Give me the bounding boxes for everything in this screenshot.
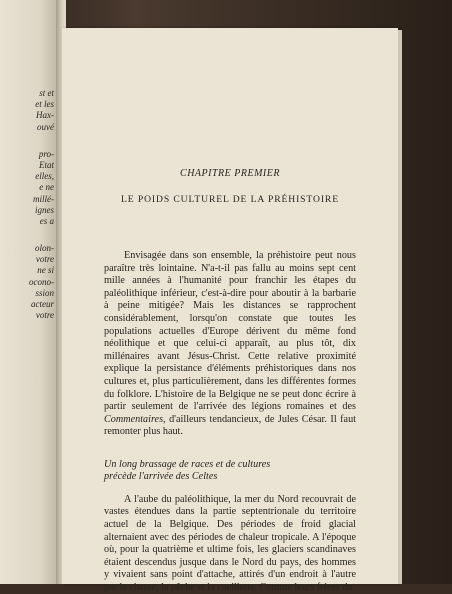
left-page [0,0,58,584]
left-line: elles, [35,171,54,182]
left-line: olon- [35,243,54,254]
left-line: votre [35,310,54,321]
left-line: e ne [39,182,54,193]
left-line: Etat [39,159,54,170]
left-line: st et [39,88,54,98]
left-line: millé- [33,193,54,204]
left-line: ouvé [37,121,54,132]
left-page-text [8,88,54,321]
paragraph-paleolithic: A l'aube du paléolithique, la mer du Nord recouvrait de vastes étendues dans la partie septentrionale du territoire actuel de la Belgique. Des périodes de froid glacial alternaient avec des périodes de chaleur tropicale. A l'époque où, pour la quatrième et ultime fois, les glaciers scandinaves étaient descendus jusque dans le Nord du pays, des hommes y vivaient sans point d'attache, attirés d'un endroit à l'autre par la chasse, la pêche et la cueillette. Comme leurs frères du [104,493,356,593]
subheading-line-1: Un long brassage de races et de cultures [104,458,271,470]
chapter-title: LE POIDS CULTUREL DE LA PRÉHISTOIRE [121,194,339,205]
left-line: ignes [35,204,54,215]
left-line: Hax- [36,110,54,121]
subheading-line-2: précède l'arrivée des Celtes [104,471,218,483]
left-line: ssion [35,287,54,298]
italic-commentaires: Commentaires [104,413,164,425]
page-content [104,168,356,594]
left-line: pro- [38,148,54,159]
section-subheading [104,459,356,484]
paragraph-intro-end: , d'ailleurs tendancieux, de Jules César. Il faut remonter plus haut. [104,413,356,438]
paragraph-intro-text: Envisagée dans son ensemble, la préhistoire peut nous paraître très lointaine. N'a-t-il pas fallu au moins sept cent mille années à l'humanité pour franchir les étapes du paléolithique inférieur, c'est-à-dire pour aboutir à la barbarie à peine mitigée? Mais les distances se rapprochent considérablement, lorsqu'on constate que toutes les populations actuelles d'Europe dérivent du même fond néolithique et que celui-ci apparaît, au plus tôt, dix millénaires avant Jésus-Christ. Cette relative proximité explique la persistance d'éléments préhistoriques dans nos cultures et, plus particulièrement, dans les différentes formes du folklore. L'histoire de la Belgique ne se peut donc écrire à partir seulement de l'arrivée des légions romaines et des [104,250,356,413]
right-page [62,28,398,593]
left-line: es a [39,215,54,226]
left-line: votre [35,254,54,265]
page-edge [398,30,402,584]
left-line: acteur [31,299,54,309]
left-line: et les [35,99,54,110]
paragraph-intro [104,250,356,439]
chapter-label: CHAPITRE PREMIER [180,168,280,179]
left-line: ocono- [29,276,54,287]
left-line: ne si [37,265,54,276]
